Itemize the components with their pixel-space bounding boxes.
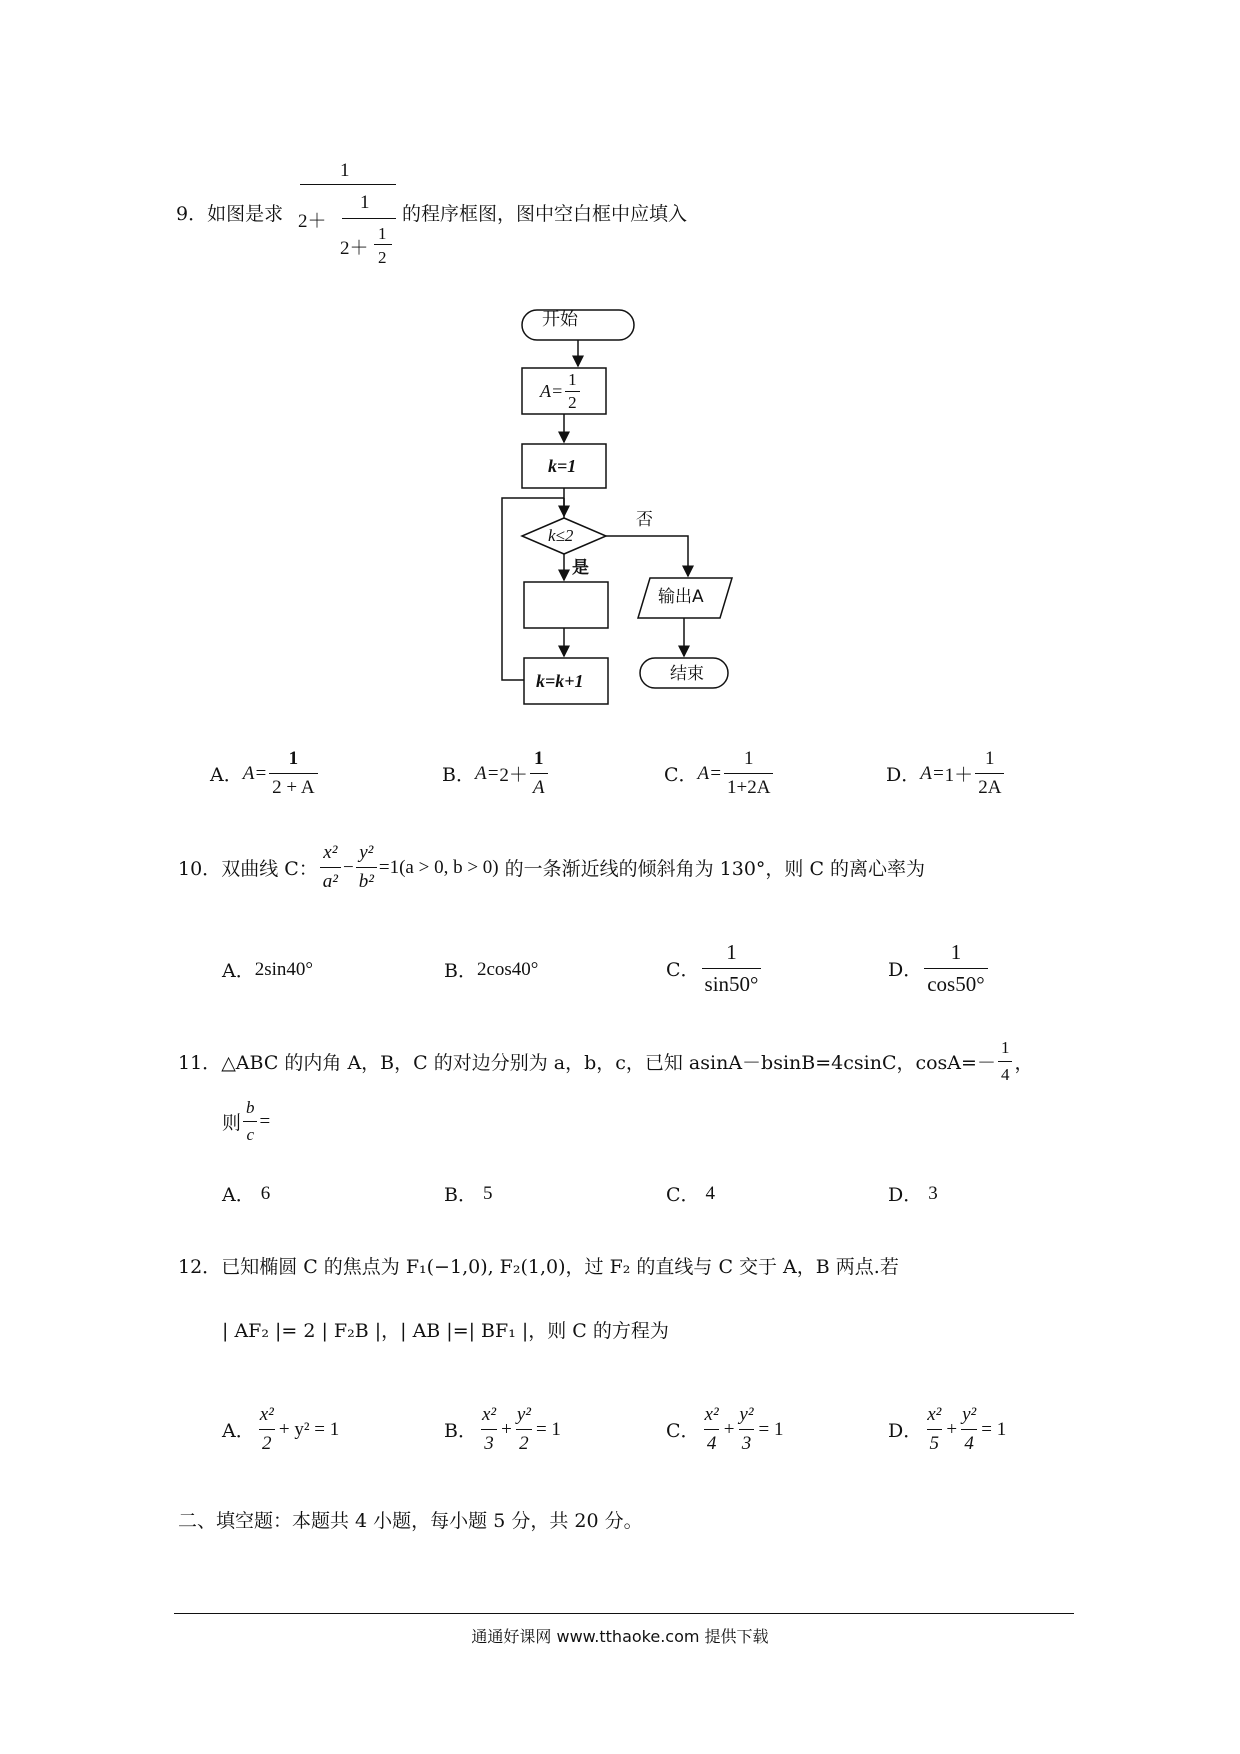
flowchart-output-label: 输出A <box>658 587 704 607</box>
q12-option-d-tail: = 1 <box>981 1418 1007 1440</box>
q9-continued-fraction <box>300 160 400 280</box>
flowchart-a-init-frac <box>565 370 580 413</box>
q12-option-c-n2: y² <box>739 1404 754 1425</box>
q9-option-c-label: C． <box>664 764 698 786</box>
q11-option-d[interactable] <box>888 1180 938 1207</box>
q9-prefix: 如图是求 <box>207 203 284 225</box>
q10-eq: =1(a > 0, b > 0) <box>378 856 499 878</box>
q11-option-c-label: C． <box>666 1184 700 1206</box>
q11-number: 11． <box>178 1052 222 1074</box>
flowchart-a-init-label <box>540 370 582 413</box>
q9-option-d-num: 1 <box>985 748 995 769</box>
q10-option-d[interactable] <box>888 940 990 997</box>
q9-option-d-lhs: A= <box>920 762 945 784</box>
q9-option-b-label: B． <box>442 764 475 786</box>
q10-x-num: x² <box>323 842 338 863</box>
q9-option-d-frac <box>975 748 1004 799</box>
q11-line2 <box>222 1098 270 1145</box>
q12-option-c-d2: 3 <box>739 1429 755 1455</box>
q12-option-b-d2: 2 <box>516 1429 532 1455</box>
q9-number: 9． <box>176 203 208 225</box>
q11-option-a-label: A． <box>222 1184 255 1206</box>
q9-frac-bar-3 <box>374 244 392 245</box>
q9-frac-bar-2 <box>342 218 396 219</box>
q12-line1-text: 已知椭圆 C 的焦点为 F₁(−1,0), F₂(1,0)，过 F₂ 的直线与 C 交于 A，B 两点.若 <box>221 1256 899 1278</box>
q10-prefix: 双曲线 C： <box>221 858 318 880</box>
q12-option-a-tail: + y² = 1 <box>278 1418 340 1440</box>
q11-c: c <box>243 1121 257 1145</box>
q12-option-a-frac <box>257 1404 277 1455</box>
q11-option-c-text: 4 <box>705 1182 716 1204</box>
q12-option-b-d1: 3 <box>481 1429 497 1455</box>
q12-option-b-frac1 <box>479 1404 499 1455</box>
flowchart-blank-box <box>524 582 608 628</box>
q9-option-c-den: 1+2A <box>724 773 773 799</box>
q11-b: b <box>246 1098 255 1117</box>
q10-option-c-den: sin50° <box>702 968 762 997</box>
q10-option-d-num: 1 <box>950 940 962 964</box>
flowchart-no-label: 否 <box>636 510 653 530</box>
q12-option-a-label: A． <box>222 1420 255 1442</box>
q9-option-b-frac <box>530 748 548 799</box>
q10-option-b-label: B． <box>444 960 477 982</box>
flowchart-a-init-num: 1 <box>568 370 577 389</box>
q11-option-b-label: B． <box>444 1184 477 1206</box>
q9-option-b[interactable] <box>442 748 550 799</box>
section-heading: 二、填空题：本题共 4 小题，每小题 5 分，共 20 分。 <box>178 1510 643 1532</box>
flowchart-a-init-den: 2 <box>565 391 580 413</box>
flowchart-increment-label: k=k+1 <box>536 671 584 691</box>
q11-line1-end: ， <box>1014 1052 1034 1074</box>
footer-divider <box>174 1613 1074 1614</box>
q11-option-d-text: 3 <box>928 1182 938 1204</box>
q11-line2-end: = <box>259 1110 271 1132</box>
q11-option-a[interactable] <box>222 1180 270 1207</box>
flowchart-end-label: 结束 <box>670 664 704 684</box>
q10-option-c-num: 1 <box>726 940 737 964</box>
q9-option-d-lead: 1＋ <box>944 765 974 786</box>
flowchart-a-init-lhs: A= <box>540 381 564 401</box>
q12-option-d-label: D． <box>888 1420 923 1442</box>
q11-frac <box>998 1038 1013 1085</box>
q9-option-c-frac <box>724 748 773 799</box>
q10-y-frac <box>356 842 377 893</box>
q12-option-b-n1: x² <box>481 1404 497 1425</box>
q9-option-a-lhs: A= <box>242 762 268 784</box>
q11-option-c[interactable] <box>666 1180 715 1207</box>
q9-option-c-num: 1 <box>743 748 754 769</box>
q12-option-d-d1: 5 <box>927 1429 943 1455</box>
q12-option-d-frac2 <box>959 1404 979 1455</box>
q9-suffix: 的程序框图，图中空白框中应填入 <box>402 203 688 225</box>
q12-option-d-frac1 <box>924 1404 944 1455</box>
q12-option-a[interactable] <box>222 1404 339 1455</box>
q9-option-b-lhs: A= <box>474 762 500 784</box>
q9-option-a-num: 1 <box>288 748 299 769</box>
q10-option-c-frac <box>702 940 762 997</box>
q12-option-c-label: C． <box>666 1420 700 1442</box>
q12-option-b-frac2 <box>514 1404 534 1455</box>
q12-option-c-n1: x² <box>704 1404 719 1425</box>
flowchart <box>480 300 770 720</box>
q11-option-b[interactable] <box>444 1180 492 1207</box>
q9-frac-bot-den: 2 <box>378 248 387 267</box>
q10-option-d-den: cos50° <box>924 968 987 997</box>
q10-y-num: y² <box>359 842 374 863</box>
q9-option-b-den: A <box>530 773 548 799</box>
flowchart-yes-label: 是 <box>572 558 589 578</box>
flowchart-start-node <box>522 310 634 340</box>
q12-line2: | AF₂ |= 2 | F₂B |，| AB |=| BF₁ |，则 C 的方程为 <box>222 1320 669 1342</box>
q9-option-d-den: 2A <box>975 773 1004 799</box>
q12-option-a-n1: x² <box>259 1404 274 1425</box>
q11-line1 <box>178 1038 1033 1085</box>
q12-option-a-d1: 2 <box>259 1429 275 1455</box>
q12-option-b-label: B． <box>444 1420 477 1442</box>
q12-number: 12． <box>178 1256 222 1278</box>
q9-option-a-frac <box>269 748 317 799</box>
q10-option-a-text: 2sin40° <box>254 958 314 980</box>
q11-frac-den: 4 <box>998 1061 1013 1085</box>
q12-option-c-tail: = 1 <box>758 1418 784 1440</box>
flowchart-k-init-label: k=1 <box>548 456 577 476</box>
q9-frac-mid-num: 1 <box>360 192 370 213</box>
q11-frac-num: 1 <box>1000 1038 1010 1057</box>
q9-option-d[interactable] <box>886 748 1006 799</box>
q10-option-b[interactable] <box>444 956 538 983</box>
q9-option-b-num: 1 <box>533 748 544 769</box>
q10-option-c-label: C． <box>666 959 700 981</box>
footer-text: 通通好课网 www.tthaoke.com 提供下载 <box>471 1627 769 1646</box>
q12-option-c[interactable] <box>666 1404 784 1455</box>
q10-option-b-text: 2cos40° <box>476 958 539 980</box>
flowchart-start-label: 开始 <box>542 309 578 330</box>
q10-option-d-frac <box>924 940 987 997</box>
q12-option-b-n2: y² <box>516 1404 531 1425</box>
q9-frac-top: 1 <box>340 160 350 181</box>
q10-option-a[interactable] <box>222 956 313 983</box>
q9-option-a-den: 2 + A <box>269 773 317 799</box>
q11-option-d-label: D． <box>888 1184 923 1206</box>
q10-stem <box>178 842 925 893</box>
q9-option-c[interactable] <box>664 748 775 799</box>
q11-option-b-text: 5 <box>482 1182 493 1204</box>
q9-option-d-label: D． <box>886 764 921 786</box>
q11-line2-pre: 则 <box>222 1112 242 1134</box>
q10-x-frac <box>320 842 341 893</box>
q12-line1 <box>178 1258 899 1277</box>
q10-x-den: a² <box>320 867 341 893</box>
q12-option-b-plus: + <box>501 1418 512 1440</box>
q10-option-a-label: A． <box>222 960 255 982</box>
q9-option-a-label: A． <box>210 764 243 786</box>
q11-text: △ABC 的内角 A，B，C 的对边分别为 a，b，c，已知 asinA－bsinB=4csinC，cosA=－ <box>221 1052 996 1074</box>
q12-option-d-d2: 4 <box>961 1429 977 1455</box>
flowchart-condition-label: k≤2 <box>548 526 574 545</box>
q10-option-d-label: D． <box>888 959 923 981</box>
q12-option-d-plus: + <box>946 1418 958 1440</box>
q9-option-a[interactable] <box>210 748 320 799</box>
q11-bc-frac <box>243 1098 258 1145</box>
q10-minus: − <box>342 856 354 878</box>
q11-option-a-text: 6 <box>260 1182 271 1204</box>
q9-line <box>176 205 283 224</box>
q9-frac-bot-lead: 2＋ <box>340 238 369 259</box>
q12-option-d-n2: y² <box>962 1404 977 1425</box>
q10-number: 10． <box>178 858 222 880</box>
q12-option-c-d1: 4 <box>704 1429 720 1455</box>
q9-option-c-lhs: A= <box>697 762 722 784</box>
q9-frac-mid-lead: 2＋ <box>298 211 327 232</box>
q12-option-d-n1: x² <box>927 1404 942 1425</box>
q12-option-b[interactable] <box>444 1404 561 1455</box>
q10-option-c[interactable] <box>666 940 763 997</box>
q9-frac-bar-1 <box>300 184 396 185</box>
q12-option-c-frac1 <box>702 1404 722 1455</box>
q9-frac-bot-num: 1 <box>378 224 387 243</box>
q10-suffix: 的一条渐近线的倾斜角为 130°，则 C 的离心率为 <box>504 858 926 880</box>
q12-option-b-tail: = 1 <box>535 1418 561 1440</box>
q9-option-b-lead: 2＋ <box>499 765 528 786</box>
q12-option-c-frac2 <box>736 1404 756 1455</box>
q10-y-den: b² <box>356 867 377 893</box>
q12-option-d[interactable] <box>888 1404 1006 1455</box>
q12-option-c-plus: + <box>723 1418 735 1440</box>
